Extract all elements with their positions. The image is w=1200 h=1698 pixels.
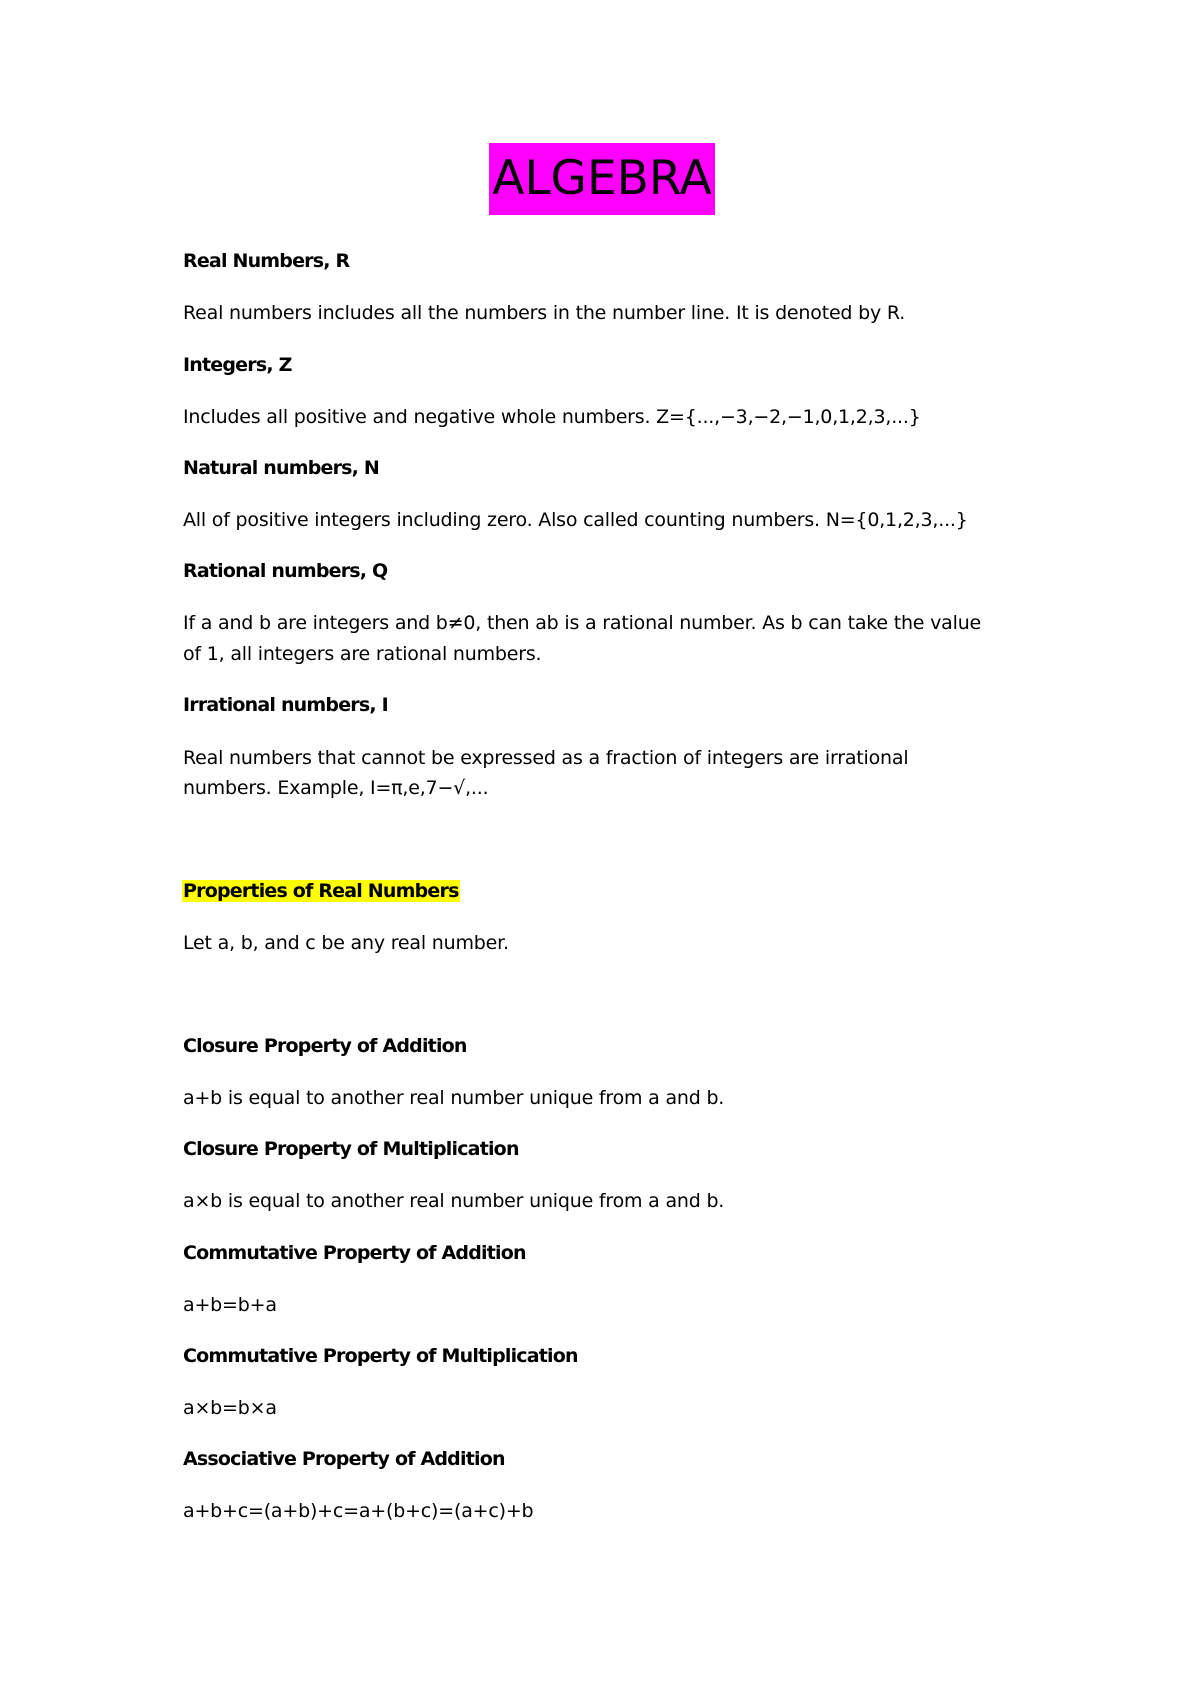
heading-closure-multiplication: Closure Property of Multiplication [183, 1138, 519, 1160]
heading-real-numbers: Real Numbers, R [183, 250, 350, 272]
text-real-numbers: Real numbers includes all the numbers in the number line. It is denoted by R. [183, 302, 906, 324]
text-commutative-multiplication: a×b=b×a [183, 1397, 277, 1419]
properties-highlight: Properties of Real Numbers [183, 880, 459, 902]
title-container [0, 143, 1200, 215]
text-natural-numbers: All of positive integers including zero. Also called counting numbers. N={0,1,2,3,...} [183, 509, 968, 531]
page-title: ALGEBRA [489, 143, 715, 215]
text-rational-numbers-line-1: If a and b are integers and b≠0, then ab is a rational number. As b can take the value [183, 612, 982, 634]
text-irrational-numbers-line-2: numbers. Example, I=π,e,7−√,... [183, 777, 489, 799]
heading-properties [182, 876, 460, 906]
text-properties-intro: Let a, b, and c be any real number. [183, 932, 509, 954]
text-integers: Includes all positive and negative whole numbers. Z={...,−3,−2,−1,0,1,2,3,...} [183, 406, 921, 428]
text-closure-multiplication: a×b is equal to another real number unique from a and b. [183, 1190, 725, 1212]
heading-associative-addition: Associative Property of Addition [183, 1448, 505, 1470]
heading-closure-addition: Closure Property of Addition [183, 1035, 467, 1057]
text-associative-addition: a+b+c=(a+b)+c=a+(b+c)=(a+c)+b [183, 1500, 534, 1522]
heading-irrational-numbers: Irrational numbers, I [183, 694, 388, 716]
text-rational-numbers-line-2: of 1, all integers are rational numbers. [183, 643, 542, 665]
heading-commutative-multiplication: Commutative Property of Multiplication [183, 1345, 578, 1367]
heading-rational-numbers: Rational numbers, Q [183, 560, 388, 582]
heading-commutative-addition: Commutative Property of Addition [183, 1242, 526, 1264]
text-closure-addition: a+b is equal to another real number unique from a and b. [183, 1087, 725, 1109]
text-irrational-numbers-line-1: Real numbers that cannot be expressed as a fraction of integers are irrational [183, 747, 909, 769]
text-commutative-addition: a+b=b+a [183, 1294, 277, 1316]
heading-natural-numbers: Natural numbers, N [183, 457, 380, 479]
heading-integers: Integers, Z [183, 354, 292, 376]
